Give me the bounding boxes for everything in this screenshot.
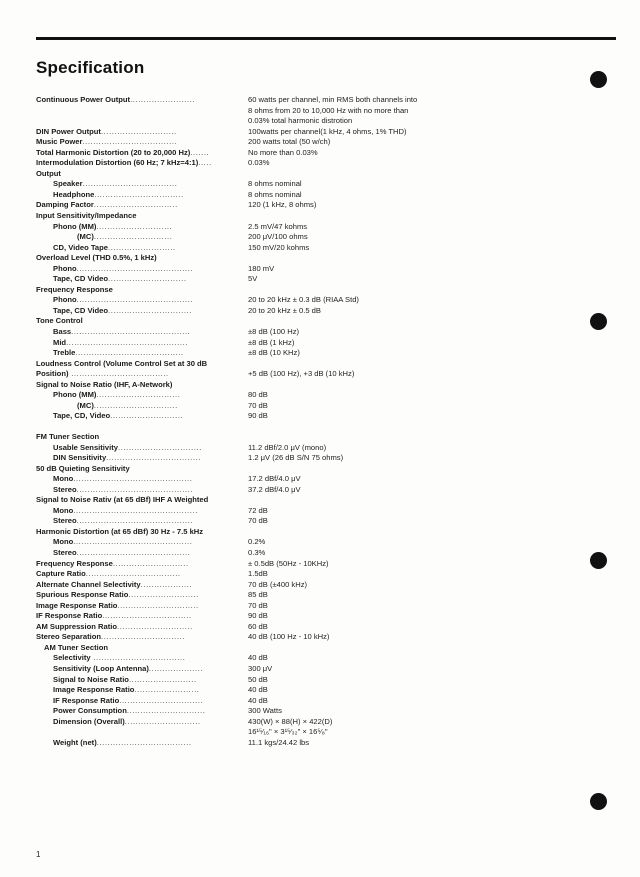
spec-row — [36, 516, 456, 527]
spec-row — [36, 95, 456, 106]
spec-label-text: (MC) — [77, 400, 94, 410]
spec-label-text: IF Response Ratio — [36, 611, 103, 621]
spec-label — [53, 295, 193, 306]
spec-label-text: Music Power — [36, 137, 83, 147]
spec-label-text: Stereo — [53, 516, 77, 526]
spec-label — [77, 401, 178, 412]
spec-label — [53, 306, 192, 317]
leader-dots: .............................................. — [73, 505, 198, 515]
specification-list — [36, 95, 456, 748]
spec-value: 50 dB — [248, 674, 268, 684]
page-number: 1 — [36, 850, 41, 859]
spec-row — [36, 106, 456, 117]
spec-label-text: Alternate Channel Selectivity — [36, 579, 141, 589]
spec-label-text: (MC) — [77, 232, 94, 242]
spec-label-text: AM Suppression Ratio — [36, 621, 118, 631]
spec-value: 90 dB — [248, 411, 268, 421]
spec-value: 0.03% — [248, 158, 270, 168]
spec-label-text: Intermodulation Distortion (60 Hz; 7 kHz=4:1) — [36, 158, 199, 168]
spec-value: 150 mV/20 kohms — [248, 242, 310, 252]
punch-hole-2 — [590, 313, 607, 330]
spec-label — [36, 95, 195, 106]
leader-dots: ............................... — [93, 200, 178, 210]
spec-row — [36, 706, 456, 717]
spec-label — [36, 632, 185, 643]
leader-dots: ............................ — [96, 221, 173, 231]
leader-dots: ............................. — [108, 274, 187, 284]
spec-label-text: Phono — [53, 295, 77, 305]
spec-value: 70 dB — [248, 516, 268, 526]
spec-value: 430(W) × 88(H) × 422(D) — [248, 716, 333, 726]
spec-label — [53, 664, 203, 675]
spec-row — [36, 643, 456, 654]
spec-label — [53, 474, 192, 485]
spec-label — [36, 464, 130, 475]
spec-row — [36, 148, 456, 159]
spec-value: 0.03% total harmonic distrotion — [248, 116, 353, 126]
spec-value: 85 dB — [248, 590, 268, 600]
spec-value: No more than 0.03% — [248, 147, 318, 157]
spec-label-text: Treble — [53, 348, 76, 358]
spec-row — [36, 306, 456, 317]
spec-label-text: Stereo Separation — [36, 632, 101, 642]
spec-value: 20 to 20 kHz ± 0.5 dB — [248, 305, 321, 315]
leader-dots: ........................................... — [76, 263, 194, 273]
spec-label — [36, 137, 177, 148]
spec-value: ± 0.5dB (50Hz - 10KHz) — [248, 558, 329, 568]
spec-label — [44, 643, 108, 654]
leader-dots: ............................ — [100, 126, 177, 136]
leader-dots: .................................. — [90, 653, 186, 663]
spec-label — [36, 285, 113, 296]
spec-label-text: Headphone — [53, 189, 95, 199]
spec-row — [36, 200, 456, 211]
spec-value: 100watts per channel(1 kHz, 4 ohms, 1% THD) — [248, 126, 407, 136]
leader-dots: ................................... — [96, 737, 192, 747]
spec-label-text: Signal to Noise Ratio (IHF, A-Network) — [36, 379, 173, 389]
spec-value: 120 (1 kHz, 8 ohms) — [248, 200, 317, 210]
punch-hole-3 — [590, 552, 607, 569]
spec-label — [36, 359, 207, 370]
spec-label — [36, 169, 61, 180]
spec-label — [53, 453, 201, 464]
punch-hole-1 — [590, 71, 607, 88]
spec-label-text: Signal to Noise Ratio — [53, 674, 129, 684]
spec-value: 70 dB — [248, 400, 268, 410]
spec-label — [36, 601, 199, 612]
leader-dots: ................................... — [85, 569, 181, 579]
spec-label-text: Bass — [53, 327, 72, 337]
spec-label — [53, 516, 193, 527]
spec-value: 40 dB (100 Hz - 10 kHz) — [248, 632, 330, 642]
spec-row — [36, 527, 456, 538]
spec-row — [36, 116, 456, 127]
page-title: Specification — [36, 58, 145, 77]
spec-label — [36, 590, 199, 601]
spec-label-text: Phono — [53, 263, 77, 273]
spec-label — [53, 675, 197, 686]
spec-row — [36, 537, 456, 548]
spec-value: 40 dB — [248, 695, 268, 705]
spec-value: 16¹⁵⁄₁₆" × 3¹⁵⁄₃₂" × 16⁵⁄₈" — [248, 727, 328, 737]
spec-label — [36, 148, 209, 159]
spec-label-text: AM Tuner Section — [44, 642, 108, 652]
spec-label-text: Weight (net) — [53, 737, 97, 747]
spec-row — [36, 411, 456, 422]
leader-dots: ......................... — [128, 674, 197, 684]
spec-label-text: Input Sensitivity/Impedance — [36, 211, 137, 221]
leader-dots: ............................... — [118, 442, 203, 452]
spec-row — [36, 580, 456, 591]
leader-dots: ................................... — [82, 137, 178, 147]
spec-label-text: Mono — [53, 537, 74, 547]
spec-label — [53, 338, 188, 349]
spec-label-text: IF Response Ratio — [53, 695, 120, 705]
spec-row — [36, 622, 456, 633]
spec-label-text: Mid — [53, 337, 67, 347]
spec-label-text: Stereo — [53, 547, 77, 557]
spec-row — [36, 380, 456, 391]
leader-dots: ............................... — [108, 305, 193, 315]
spec-label-text: Phono (MM) — [53, 390, 97, 400]
spec-label-text: Dimension (Overall) — [53, 716, 125, 726]
spec-label — [53, 390, 180, 401]
spec-row — [36, 653, 456, 664]
spec-label-text: Loudness Control (Volume Control Set at 30 dB — [36, 358, 208, 368]
spec-value: 90 dB — [248, 611, 268, 621]
leader-dots: ........................ — [130, 95, 196, 104]
leader-dots: ............................... — [119, 695, 204, 705]
spec-value: 11.1 kgs/24.42 lbs — [248, 737, 310, 747]
spec-label-text: Frequency Response — [36, 558, 113, 568]
spec-row — [36, 453, 456, 464]
spec-label-text: Damping Factor — [36, 200, 94, 210]
spec-value: 5V — [248, 274, 258, 284]
spec-row — [36, 590, 456, 601]
spec-label-text: 50 dB Quieting Sensitivity — [36, 463, 130, 473]
spec-label-text: Tape, CD Video — [53, 305, 108, 315]
leader-dots: ................................... — [106, 453, 202, 463]
spec-row — [36, 211, 456, 222]
leader-dots: ..... — [198, 158, 212, 168]
spec-row — [36, 338, 456, 349]
spec-row — [36, 727, 456, 738]
spec-label — [53, 685, 200, 696]
leader-dots: ............................... — [93, 400, 178, 410]
spec-value: 8 ohms nominal — [248, 179, 302, 189]
spec-row — [36, 295, 456, 306]
spec-value: 8 ohms from 20 to 10,000 Hz with no more than — [248, 105, 409, 115]
spec-value: 11.2 dBf/2.0 μV (mono) — [248, 442, 327, 452]
spec-label — [53, 537, 192, 548]
spec-label-text: CD, Video Tape — [53, 242, 108, 252]
leader-dots: .................................... — [68, 369, 169, 379]
spec-label-text: Continuous Power Output — [36, 95, 131, 104]
spec-value: ±8 dB (100 Hz) — [248, 327, 300, 337]
spec-value: 1.5dB — [248, 569, 268, 579]
spec-value: 60 watts per channel, min RMS both channels into — [248, 95, 418, 104]
spec-row — [36, 443, 456, 454]
leader-dots: ............................. — [126, 706, 206, 716]
spec-label — [36, 127, 177, 138]
leader-dots: ................................... — [82, 179, 178, 189]
leader-dots: ............................... — [101, 632, 186, 642]
spec-row — [36, 675, 456, 686]
spec-label — [53, 485, 193, 496]
spec-row — [36, 369, 456, 380]
spec-label — [36, 569, 181, 580]
spec-label — [36, 253, 157, 264]
leader-dots: ............................................. — [66, 337, 189, 347]
leader-dots: ........................... — [110, 411, 184, 421]
spec-label — [36, 369, 169, 380]
spec-label-text: Tone Control — [36, 316, 83, 326]
spec-label — [53, 653, 185, 664]
spec-label — [36, 580, 192, 591]
spec-label-text: Image Response Ratio — [36, 600, 118, 610]
leader-dots: ........................................... — [76, 516, 194, 526]
spec-label-text: Power Consumption — [53, 706, 127, 716]
spec-label — [53, 274, 187, 285]
spec-label — [36, 622, 193, 633]
spec-value: 17.2 dBf/4.0 μV — [248, 474, 301, 484]
leader-dots: ........................................ — [75, 348, 184, 358]
spec-row — [36, 611, 456, 622]
spec-label — [53, 327, 190, 338]
spec-label-text: Position) — [36, 369, 69, 379]
spec-label-text: Frequency Response — [36, 284, 113, 294]
spec-label-text: Signal to Noise Rativ (at 65 dBf) IHF A Weighted — [36, 495, 209, 505]
spec-label — [36, 559, 189, 570]
spec-row — [36, 401, 456, 412]
spec-value: 200 μV/100 ohms — [248, 232, 308, 242]
spec-label — [53, 348, 184, 359]
spec-row — [36, 559, 456, 570]
spec-label — [53, 443, 202, 454]
spec-row — [36, 485, 456, 496]
spec-label-text: Tape, CD, Video — [53, 411, 111, 421]
spec-label-text: Spurious Response Ratio — [36, 590, 129, 600]
spec-label — [36, 432, 99, 443]
punch-hole-4 — [590, 793, 607, 810]
leader-dots: ............................ — [124, 716, 201, 726]
leader-dots: .......................... — [128, 590, 199, 600]
spec-value: 8 ohms nominal — [248, 189, 302, 199]
spec-label-text: Image Response Ratio — [53, 685, 135, 695]
spec-label — [53, 190, 184, 201]
leader-dots: ............................ — [117, 621, 193, 631]
spec-label — [53, 506, 198, 517]
spec-label — [36, 611, 192, 622]
spec-label-text: Sensitivity (Loop Antenna) — [53, 663, 149, 673]
spec-row — [36, 548, 456, 559]
spec-row — [36, 696, 456, 707]
spec-label-text: Harmonic Distortion (at 65 dBf) 30 Hz - 7.5 kHz — [36, 526, 204, 536]
spec-label-text: Mono — [53, 505, 74, 515]
spec-row — [36, 464, 456, 475]
spec-row — [36, 264, 456, 275]
spec-label — [36, 316, 83, 327]
spec-label — [53, 738, 192, 749]
leader-dots: ......................... — [108, 242, 176, 252]
spec-label-text: Capture Ratio — [36, 569, 86, 579]
spec-label-text: Speaker — [53, 179, 83, 189]
spec-label — [53, 706, 205, 717]
spec-label-text: Overload Level (THD 0.5%, 1 kHz) — [36, 253, 157, 263]
spec-label — [53, 717, 201, 728]
spec-row — [36, 285, 456, 296]
spec-row — [36, 506, 456, 517]
spec-label-text: FM Tuner Section — [36, 431, 100, 441]
spec-value: 300 μV — [248, 663, 273, 673]
spec-value: ±8 dB (10 KHz) — [248, 348, 300, 358]
spec-row — [36, 601, 456, 612]
leader-dots: ............................................ — [71, 327, 191, 337]
spec-value: 40 dB — [248, 653, 268, 663]
leader-dots: ................................. — [102, 611, 192, 621]
spec-row — [36, 685, 456, 696]
spec-label — [53, 411, 183, 422]
spec-row — [36, 632, 456, 643]
spec-row — [36, 316, 456, 327]
spec-label — [53, 264, 193, 275]
leader-dots: ........................................... — [76, 484, 194, 494]
spec-value: 300 Watts — [248, 706, 282, 716]
spec-row — [36, 169, 456, 180]
spec-value: 60 dB — [248, 621, 268, 631]
spec-row — [36, 232, 456, 243]
spec-label — [36, 158, 212, 169]
spec-label — [53, 222, 172, 233]
spec-row — [36, 274, 456, 285]
spec-value: 180 mV — [248, 263, 275, 273]
spec-value: 37.2 dBf/4.0 μV — [248, 484, 301, 494]
spec-label-text: Phono (MM) — [53, 221, 97, 231]
spec-value: 80 dB — [248, 390, 268, 400]
header-rule — [36, 37, 616, 40]
spec-label-text: Tape, CD Video — [53, 274, 108, 284]
spec-label-text: Stereo — [53, 484, 77, 494]
spec-row — [36, 158, 456, 169]
spec-row — [36, 179, 456, 190]
spec-label-text: Mono — [53, 474, 74, 484]
spec-value: 72 dB — [248, 505, 268, 515]
spec-row — [36, 253, 456, 264]
spec-label — [53, 548, 190, 559]
spec-value: 70 dB (±400 kHz) — [248, 579, 308, 589]
spec-value: 200 watts total (50 w/ch) — [248, 137, 331, 147]
leader-dots: ....... — [190, 147, 210, 157]
spec-label — [36, 495, 208, 506]
spec-value: 1.2 μV (26 dB S/N 75 ohms) — [248, 453, 344, 463]
leader-dots: ................... — [140, 579, 193, 589]
spec-value: 40 dB — [248, 685, 268, 695]
leader-dots: ............................ — [112, 558, 189, 568]
spec-row — [36, 127, 456, 138]
spec-row — [36, 474, 456, 485]
leader-dots: ................................. — [94, 189, 184, 199]
spec-row — [36, 359, 456, 370]
leader-dots: ............................................ — [73, 474, 193, 484]
leader-dots: ........................................... — [76, 295, 194, 305]
spec-row — [36, 222, 456, 233]
spec-value: 0.3% — [248, 547, 266, 557]
spec-row — [36, 327, 456, 338]
leader-dots: ........................ — [134, 685, 200, 695]
spec-label — [36, 527, 203, 538]
spec-row — [36, 190, 456, 201]
spec-value: 2.5 mV/47 kohms — [248, 221, 308, 231]
spec-row — [36, 664, 456, 675]
spec-row — [36, 495, 456, 506]
spec-label — [53, 243, 176, 254]
spec-value: +5 dB (100 Hz), +3 dB (10 kHz) — [248, 369, 355, 379]
leader-dots: ............................. — [93, 232, 173, 242]
spec-row — [36, 137, 456, 148]
spec-row — [36, 717, 456, 728]
leader-dots: .............................. — [117, 600, 199, 610]
spec-label-text: DIN Sensitivity — [53, 453, 107, 463]
spec-value: ±8 dB (1 kHz) — [248, 337, 295, 347]
spec-label — [36, 200, 178, 211]
spec-value: 20 to 20 kHz ± 0.3 dB (RIAA Std) — [248, 295, 359, 305]
spec-row — [36, 738, 456, 749]
leader-dots: .......................................... — [76, 547, 191, 557]
spec-label — [53, 179, 177, 190]
leader-dots: .................... — [148, 663, 204, 673]
leader-dots: ............................... — [96, 390, 181, 400]
spec-label — [36, 380, 172, 391]
spec-label-text: Total Harmonic Distortion (20 to 20,000 Hz) — [36, 147, 191, 157]
spec-row — [36, 243, 456, 254]
spec-value: 70 dB — [248, 600, 268, 610]
spec-label — [77, 232, 172, 243]
spec-label-text: Selectivity — [53, 653, 91, 663]
spec-label-text: Output — [36, 168, 61, 178]
spec-value: 0.2% — [248, 537, 266, 547]
leader-dots: ............................................ — [73, 537, 193, 547]
spec-row — [36, 390, 456, 401]
spec-label-text: DIN Power Output — [36, 126, 101, 136]
spec-label-text: Usable Sensitivity — [53, 442, 118, 452]
spec-row — [36, 569, 456, 580]
spec-label — [53, 696, 203, 707]
spec-row — [36, 432, 456, 443]
spec-row — [36, 348, 456, 359]
spec-label — [36, 211, 136, 222]
spec-row — [36, 422, 456, 432]
